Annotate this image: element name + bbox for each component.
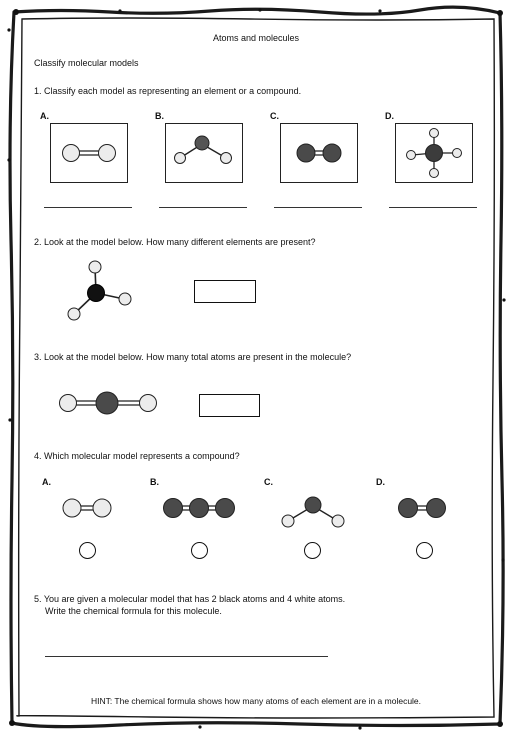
- q1-model-a-box: [50, 123, 128, 183]
- worksheet-subtitle: Classify molecular models: [34, 58, 139, 68]
- q1-answer-line-a[interactable]: [44, 207, 132, 208]
- q4-option-d-radio[interactable]: [416, 542, 433, 559]
- question-3-text: 3. Look at the model below. How many total atoms are present in the molecule?: [34, 352, 352, 362]
- q4-molecule-a-icon: [58, 495, 118, 521]
- q3-molecule-icon: [54, 388, 164, 420]
- question-5-text: 5. You are given a molecular model that has 2 black atoms and 4 white atoms.: [34, 594, 346, 604]
- q2-molecule-icon: [60, 258, 140, 326]
- molecule-model-c-icon: [281, 124, 357, 182]
- q1-option-d-label: D.: [385, 111, 394, 121]
- q1-answer-line-c[interactable]: [274, 207, 362, 208]
- q5-answer-line[interactable]: [45, 656, 328, 657]
- q4-option-a-radio[interactable]: [79, 542, 96, 559]
- q1-model-c-box: [280, 123, 358, 183]
- q4-molecule-d-icon: [394, 495, 454, 521]
- q1-model-d-box: [395, 123, 473, 183]
- hint-text: HINT: The chemical formula shows how many atoms of each element are in a molecule.: [90, 696, 422, 706]
- q1-option-b-label: B.: [155, 111, 164, 121]
- question-2-text: 2. Look at the model below. How many different elements are present?: [34, 237, 316, 247]
- q4-option-c-radio[interactable]: [304, 542, 321, 559]
- q2-answer-box[interactable]: [194, 280, 256, 303]
- q4-molecule-b-icon: [159, 495, 239, 521]
- q1-answer-line-b[interactable]: [159, 207, 247, 208]
- q4-molecule-c-icon: [276, 493, 350, 533]
- question-1-text: 1. Classify each model as representing an element or a compound.: [34, 86, 302, 96]
- molecule-model-a-icon: [51, 124, 127, 182]
- q4-option-b-radio[interactable]: [191, 542, 208, 559]
- question-5-subtext: Write the chemical formula for this molecule.: [45, 606, 222, 616]
- molecule-model-d-icon: [396, 124, 472, 182]
- q4-option-a-label: A.: [42, 477, 51, 487]
- q1-answer-line-d[interactable]: [389, 207, 477, 208]
- q4-option-c-label: C.: [264, 477, 273, 487]
- q1-option-a-label: A.: [40, 111, 49, 121]
- q1-option-c-label: C.: [270, 111, 279, 121]
- q3-answer-box[interactable]: [199, 394, 260, 417]
- molecule-model-b-icon: [166, 124, 242, 182]
- q4-option-d-label: D.: [376, 477, 385, 487]
- question-4-text: 4. Which molecular model represents a compound?: [34, 451, 240, 461]
- q4-option-b-label: B.: [150, 477, 159, 487]
- worksheet-title: Atoms and molecules: [212, 33, 300, 43]
- q1-model-b-box: [165, 123, 243, 183]
